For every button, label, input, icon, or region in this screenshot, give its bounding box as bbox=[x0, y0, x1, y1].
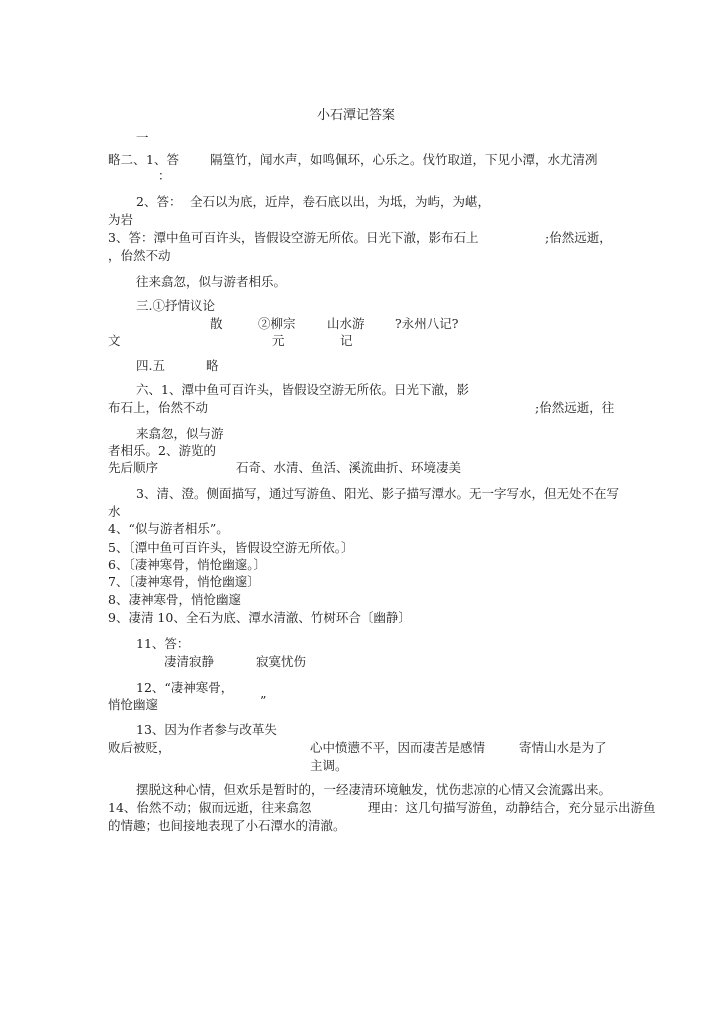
text-line: 寄情山水是为了 bbox=[519, 740, 607, 755]
text-line: 往来翕忽，似与游者相乐。 bbox=[136, 274, 287, 289]
text-line: 寂寞忧伤 bbox=[256, 654, 307, 669]
text-line: 文 bbox=[108, 333, 121, 348]
text-line: 三.①抒情议论 bbox=[136, 298, 215, 313]
text-line: ;佁然远逝，往 bbox=[535, 400, 615, 415]
text-line: 理由：这几句描写游鱼，动静结合，充分显示出游鱼 bbox=[368, 800, 656, 815]
text-line: 布石上，佁然不动 bbox=[108, 400, 209, 415]
text-line: 2、答： bbox=[136, 194, 182, 209]
text-line: 13、因为作者参与改革失 bbox=[136, 722, 277, 737]
text-line: 7、〔凄神寒骨，悄怆幽邃〕 bbox=[108, 574, 260, 589]
text-line: 3、清、澄。侧面描写，通过写游鱼、阳光、影子描写潭水。无一字写水，但无处不在写 bbox=[136, 486, 619, 501]
text-line: 11、答： bbox=[136, 636, 190, 651]
text-line: 心中愤懑不平，因而凄苦是感情 bbox=[310, 740, 486, 755]
text-line: 略 bbox=[206, 358, 219, 373]
text-line: 为岩 bbox=[108, 212, 134, 227]
text-line: 先后顺序 bbox=[108, 460, 159, 475]
text-line: 悄怆幽邃 bbox=[108, 697, 159, 712]
text-line: 4、“似与游者相乐”。 bbox=[108, 521, 229, 536]
text-line: 石奇、水清、鱼活、溪流曲折、环境凄美 bbox=[236, 460, 462, 475]
text-line: ②柳宗 bbox=[258, 316, 296, 331]
text-line: 的情趣；也间接地表现了小石潭水的清澈。 bbox=[108, 818, 346, 833]
text-line: ;佁然远逝， bbox=[545, 230, 612, 245]
text-line: 败后被贬， bbox=[108, 740, 171, 755]
text-line: ” bbox=[260, 693, 267, 708]
text-line: 六、1、潭中鱼可百许头，皆假设空游无所依。日光下澈，影 bbox=[136, 382, 469, 397]
text-line: 3、答：潭中鱼可百许头，皆假设空游无所依。日光下澈，影布石上 bbox=[108, 230, 479, 245]
text-line: 隔篁竹，闻水声，如鸣佩环，心乐之。伐竹取道，下见小潭，水尤清冽 bbox=[210, 152, 598, 167]
text-line: ： bbox=[158, 168, 171, 183]
text-line: 者相乐。2、游览的 bbox=[108, 443, 216, 458]
text-line: 全石以为底，近岸，卷石底以出，为坻，为屿，为嵁， bbox=[190, 194, 491, 209]
text-line: ?永州八记? bbox=[395, 316, 459, 331]
text-line: 山水游 bbox=[327, 316, 365, 331]
text-line: 元 bbox=[272, 333, 285, 348]
text-line: 6、〔凄神寒骨，悄怆幽邃。〕 bbox=[108, 557, 266, 572]
text-line: 散 bbox=[210, 316, 223, 331]
page-title: 小石潭记答案 bbox=[317, 108, 396, 123]
text-line: 5、〔潭中鱼可百许头，皆假设空游无所依。〕 bbox=[108, 540, 354, 555]
text-line: 略二、 bbox=[108, 152, 146, 167]
text-line: 12、“凄神寒骨， bbox=[136, 680, 234, 695]
text-line: 四.五 bbox=[136, 358, 165, 373]
text-line: 水 bbox=[108, 504, 121, 519]
text-line: 14、佁然不动；俶而远逝，往来翕忽 bbox=[108, 800, 312, 815]
text-line: 摆脱这种心情，但欢乐是暂时的，一经凄清环境触发，忧伤悲凉的心情又会流露出来。 bbox=[136, 782, 612, 797]
text-line: 主调。 bbox=[310, 758, 348, 773]
text-line: 8、凄神寒骨，悄怆幽邃 bbox=[108, 592, 241, 607]
text-line: 记 bbox=[340, 333, 353, 348]
text-line: 来翕忽，似与游 bbox=[136, 426, 224, 441]
text-line: 1、答 bbox=[146, 152, 179, 167]
text-line: ，佁然不动 bbox=[108, 248, 171, 263]
text-line: 一 bbox=[136, 130, 149, 145]
text-line: 9、凄清 10、全石为底、潭水清澈、竹树环合〔幽静〕 bbox=[108, 610, 411, 625]
text-line: 凄清寂静 bbox=[164, 654, 215, 669]
